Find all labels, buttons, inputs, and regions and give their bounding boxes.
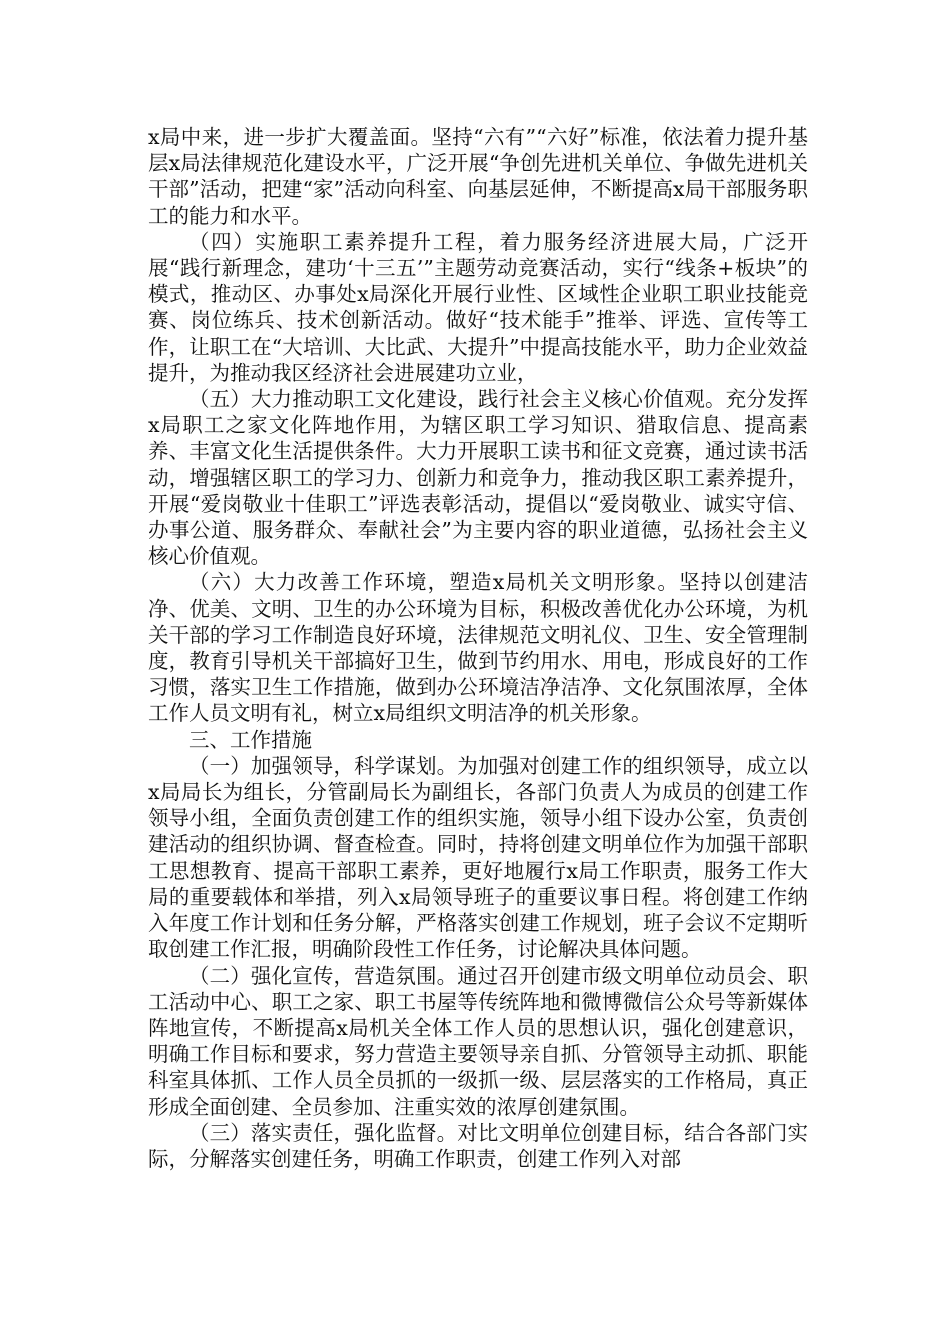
paragraph-measure-1: （一）加强领导，科学谋划。为加强对创建工作的组织领导，成立以x局局长为组长，分管副局长为副组长，各部门负责人为成员的创建工作领导小组，全面负责创建工作的组织实施，领导小组下设办公室，负责创建活动的组织协调、督查检查。同时，持将创建文明单位作为加强干部职工思想教育、提高干部职工素养，更好地履行x局工作职责，服务工作大局的重要载体和举措，列入x局领导班子的重要议事日程。将创建工作纳入年度工作计划和任务分解，严格落实创建工作规划，班子会议不定期听取创建工作汇报，明确阶段性工作任务，讨论解决具体问题。 [148,753,808,962]
paragraph-item-5: （五）大力推动职工文化建设，践行社会主义核心价值观。充分发挥x局职工之家文化阵地作用，为辖区职工学习知识、猎取信息、提高素养、丰富文化生活提供条件。大力开展职工读书和征文竞赛，通过读书活动，增强辖区职工的学习力、创新力和竞争力，推动我区职工素养提升，开展“爱岗敬业十佳职工”评选表彰活动，提倡以“爱岗敬业、诚实守信、办事公道、服务群众、奉献社会”为主要内容的职业道德，弘扬社会主义核心价值观。 [148,387,808,569]
paragraph-continuation: x局中来，进一步扩大覆盖面。坚持“六有”“六好”标准，依法着力提升基层x局法律规范化建设水平，广泛开展“争创先进机关单位、争做先进机关干部”活动，把建“家”活动向科室、向基层延伸，不断提高x局干部服务职工的能力和水平。 [148,125,808,228]
document-body [148,124,808,1172]
paragraph-measure-3: （三）落实责任，强化监督。对比文明单位创建目标，结合各部门实际，分解落实创建任务，明确工作职责，创建工作列入对部 [148,1120,808,1171]
section-heading-measures: 三、工作措施 [189,727,312,752]
paragraph-item-4: （四）实施职工素养提升工程，着力服务经济进展大局，广泛开展“践行新理念，建功‘十三五’”主题劳动竞赛活动，实行“线条+板块”的模式，推动区、办事处x局深化开展行业性、区域性企业职工职业技能竞赛、岗位练兵、技术创新活动。做好“技术能手”推举、评选、宣传等工作，让职工在“大培训、大比武、大提升”中提高技能水平，助力企业效益提升，为推动我区经济社会进展建功立业， [148,229,808,385]
paragraph-item-6: （六）大力改善工作环境，塑造x局机关文明形象。坚持以创建洁净、优美、文明、卫生的办公环境为目标，积极改善优化办公环境，为机关干部的学习工作制造良好环境，法律规范文明礼仪、卫生、安全管理制度，教育引导机关干部搞好卫生，做到节约用水、用电，形成良好的工作习惯，落实卫生工作措施，做到办公环境洁净洁净、文化氛围浓厚，全体工作人员文明有礼，树立x局组织文明洁净的机关形象。 [148,570,808,726]
paragraph-measure-2: （二）强化宣传，营造氛围。通过召开创建市级文明单位动员会、职工活动中心、职工之家、职工书屋等传统阵地和微博微信公众号等新媒体阵地宣传，不断提高x局机关全体工作人员的思想认识，强化创建意识，明确工作目标和要求，努力营造主要领导亲自抓、分管领导主动抓、职能科室具体抓、工作人员全员抓的一级抓一级、层层落实的工作格局，真正形成全面创建、全员参加、注重实效的浓厚创建氛围。 [148,963,808,1119]
